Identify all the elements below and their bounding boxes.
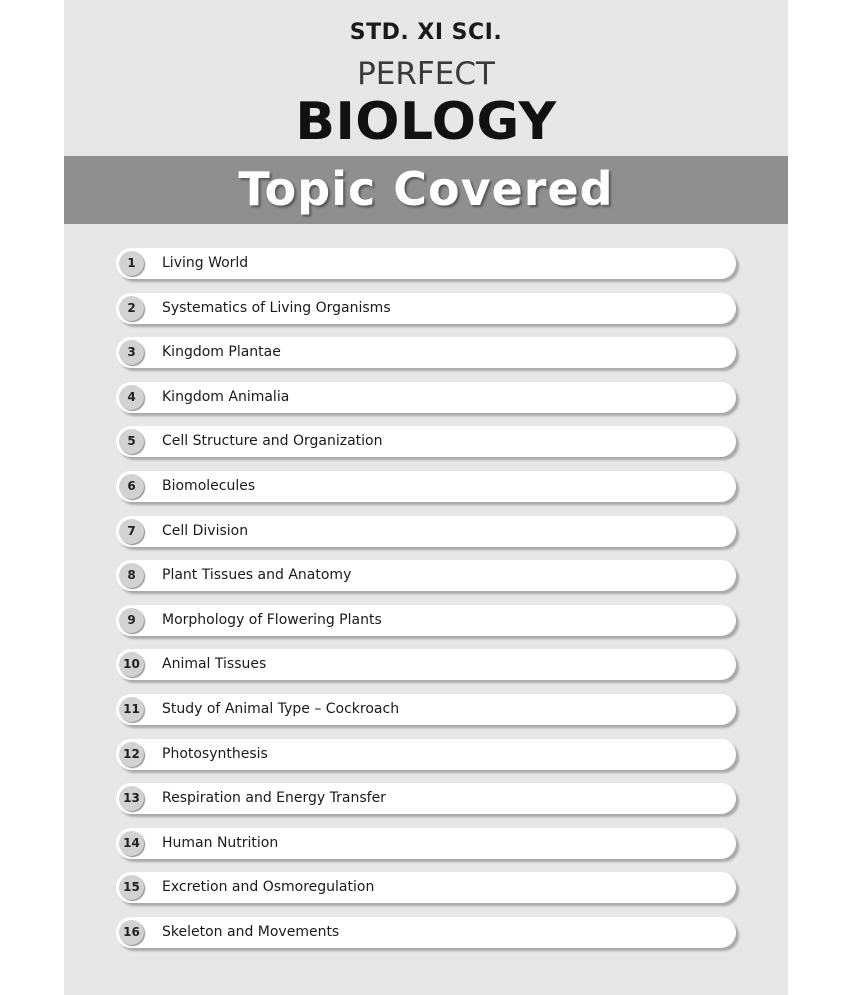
topic-row xyxy=(116,694,736,725)
topic-label: Study of Animal Type – Cockroach xyxy=(162,700,400,717)
topic-label: Biomolecules xyxy=(162,477,256,494)
topic-row xyxy=(116,649,736,680)
topic-number-badge: 7 xyxy=(119,519,144,544)
topic-label: Living World xyxy=(162,255,249,271)
topic-number-badge: 6 xyxy=(119,474,144,499)
banner-heading: Topic Covered xyxy=(238,162,614,216)
book-title: BIOLOGY xyxy=(295,92,557,152)
topic-number-badge: 2 xyxy=(119,296,144,321)
topic-label: Skeleton and Movements xyxy=(162,923,340,940)
book-page xyxy=(64,0,788,995)
topic-row xyxy=(116,337,736,368)
topic-label: Kingdom Plantae xyxy=(162,344,281,361)
series-label: PERFECT xyxy=(357,56,495,92)
topic-number-badge: 11 xyxy=(119,697,144,722)
topic-number-badge: 5 xyxy=(119,429,144,454)
topic-number-badge: 9 xyxy=(119,608,144,633)
topic-row xyxy=(116,872,736,903)
topic-row xyxy=(116,605,736,636)
topic-label: Photosynthesis xyxy=(162,745,268,762)
topic-row xyxy=(116,917,736,948)
topic-label: Systematics of Living Organisms xyxy=(162,299,391,316)
topic-row xyxy=(116,739,736,770)
topic-number-badge: 13 xyxy=(119,786,144,811)
topic-row xyxy=(116,293,736,324)
topic-number-badge: 4 xyxy=(119,385,144,410)
topic-row xyxy=(116,783,736,814)
topic-label: Cell Division xyxy=(162,522,249,539)
topic-number-badge: 10 xyxy=(119,652,144,677)
topic-number-badge: 8 xyxy=(119,563,144,588)
topic-label: Excretion and Osmoregulation xyxy=(162,879,375,896)
topic-row xyxy=(116,516,736,547)
topic-number-badge: 1 xyxy=(119,251,144,276)
topic-row xyxy=(116,248,736,279)
topic-label: Respiration and Energy Transfer xyxy=(162,790,386,807)
topic-row xyxy=(116,560,736,591)
topic-label: Plant Tissues and Anatomy xyxy=(162,567,352,584)
topic-row xyxy=(116,471,736,502)
topic-label: Animal Tissues xyxy=(162,656,267,673)
topic-row xyxy=(116,382,736,413)
topic-number-badge: 12 xyxy=(119,742,144,767)
topic-number-badge: 14 xyxy=(119,831,144,856)
topic-row xyxy=(116,426,736,457)
topic-banner xyxy=(64,156,788,224)
topic-label: Morphology of Flowering Plants xyxy=(162,611,382,628)
topic-number-badge: 3 xyxy=(119,340,144,365)
topic-list xyxy=(116,248,736,962)
topic-label: Kingdom Animalia xyxy=(162,388,290,405)
class-label: STD. XI SCI. xyxy=(349,20,503,45)
topic-label: Cell Structure and Organization xyxy=(162,433,383,450)
topic-row xyxy=(116,828,736,859)
topic-number-badge: 15 xyxy=(119,875,144,900)
topic-label: Human Nutrition xyxy=(162,834,279,851)
topic-number-badge: 16 xyxy=(119,920,144,945)
